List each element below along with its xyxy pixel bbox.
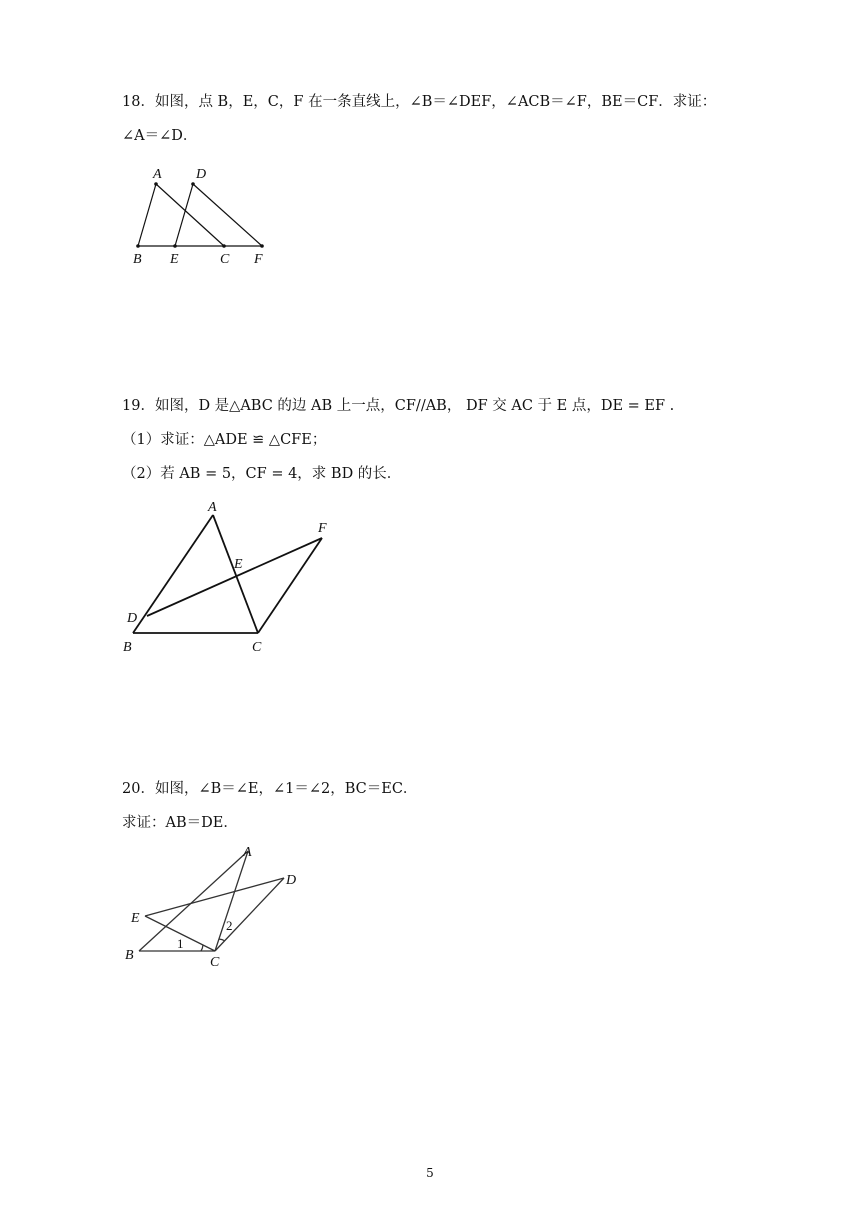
q18-figure <box>120 160 280 270</box>
q20-angle2-arc <box>219 939 225 941</box>
q18-label-e: E <box>170 252 179 267</box>
q18-label-f: F <box>254 252 263 267</box>
q19-statement: 19．如图，D 是△ABC 的边 AB 上一点，CF//AB， DF 交 AC 于 E 点，DE = EF . <box>122 398 675 414</box>
q19-label-e: E <box>234 557 243 572</box>
q18-statement: 18．如图，点 B，E，C，F 在一条直线上，∠B＝∠DEF，∠ACB＝∠F，BE＝CF．求证： <box>122 94 717 110</box>
q19-part1: （1）求证：△ADE ≌ △CFE； <box>122 432 327 448</box>
q20-statement: 20．如图，∠B＝∠E，∠1＝∠2，BC＝EC． <box>122 781 418 797</box>
q19-figure <box>115 495 345 660</box>
q20-angle2-label: 2 <box>226 918 233 933</box>
q19-label-d: D <box>127 611 138 626</box>
q19-seg-ac <box>213 515 258 633</box>
q18-label-c: C <box>220 252 230 267</box>
q18-label-d: D <box>196 167 207 182</box>
q20-label-a: A <box>243 845 252 860</box>
q19-label-a: A <box>208 500 217 515</box>
q19-label-f: F <box>318 521 327 536</box>
q19-label-b: B <box>123 640 132 655</box>
q20-label-b: B <box>125 948 134 963</box>
q18-label-b: B <box>133 252 142 267</box>
q19-part2: （2）若 AB = 5，CF = 4，求 BD 的长． <box>122 466 402 482</box>
q20-seg-ed <box>145 878 284 916</box>
page-number: 5 <box>426 1166 434 1180</box>
q20-label-e: E <box>131 911 140 926</box>
q18-goal: ∠A＝∠D． <box>122 128 198 144</box>
q18-seg-df <box>193 184 262 246</box>
q20-seg-cd <box>215 878 284 951</box>
q19-seg-ba <box>133 515 213 633</box>
q20-angle1-label: 1 <box>177 936 184 951</box>
q20-label-c: C <box>210 955 220 970</box>
q19-label-c: C <box>252 640 262 655</box>
q20-label-d: D <box>286 873 297 888</box>
q18-seg-ba <box>138 184 156 246</box>
q20-angle1-arc <box>201 945 203 951</box>
q18-label-a: A <box>153 167 162 182</box>
q20-figure <box>115 838 315 973</box>
q20-goal: 求证：AB＝DE． <box>122 815 238 831</box>
